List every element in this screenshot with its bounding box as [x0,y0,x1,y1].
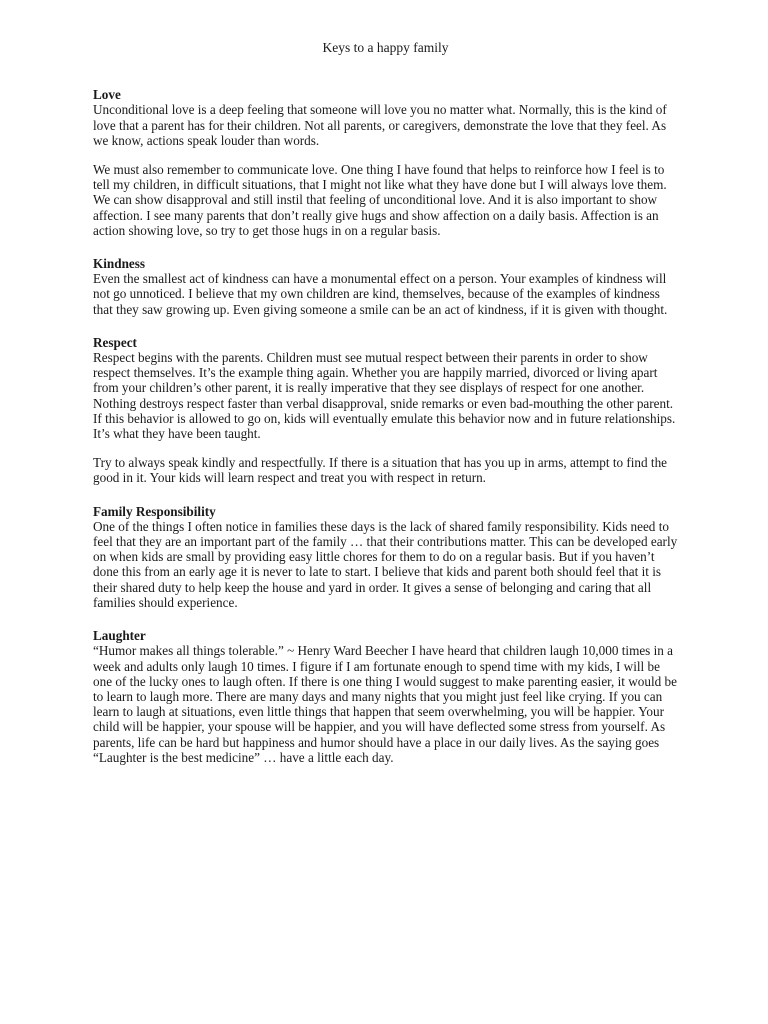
section-laughter [93,628,678,765]
paragraph: One of the things I often notice in families these days is the lack of shared family responsibility. Kids need to feel that they are an important part of the family … that their contributions matter. This can be developed early on when kids are small by providing easy little chores for them to do on a regular basis. But if you haven’t done this from an early age it is never to late to start. I believe that kids and parent both should feel that it is their shared duty to help keep the house and yard in order. It gives a sense of belonging and caring that all families should experience. [93,518,678,610]
section-heading: Kindness [93,256,146,272]
paragraph: We must also remember to communicate love. One thing I have found that helps to reinforce how I feel is to tell my children, in difficult situations, that I might not like what they have done but I will always love them. We can show disapproval and still instil that feeling of unconditional love. And it is also important to show affection. I see many parents that don’t really give hugs and show affection on a daily basis. Affection is an action showing love, so try to get those hugs in on a regular basis. [93,162,667,238]
section-kindness [93,256,678,317]
section-heading: Love [93,87,121,103]
paragraph: Respect begins with the parents. Children must see mutual respect between their parents in order to show respect themselves. It’s the example thing again. Whether you are happily married, divorced or living apart from your children’s other parent, it is really imperative that they see displays of respect for one another. Nothing destroys respect faster than verbal disapproval, snide remarks or even bad-mouthing the other parent. If this behavior is allowed to go on, kids will eventually emulate this behavior now and in future relationships. It’s what they have been taught. [93,350,676,442]
paragraph: Try to always speak kindly and respectfully. If there is a situation that has you up in arms, attempt to find the good in it. Your kids will learn respect and treat you with respect in return. [93,455,668,486]
section-respect [93,335,678,486]
section-heading: Respect [93,334,137,350]
paragraph: Unconditional love is a deep feeling that someone will love you no matter what. Normally, this is the kind of love that a parent has for their children. Not all parents, or caregivers, demonstrate the love that they feel. As we know, actions speak louder than words. [93,102,667,148]
paragraph: Even the smallest act of kindness can have a monumental effect on a person. Your examples of kindness will not go unnoticed. I believe that my own children are kind, themselves, because of the examples of kindness that they saw growing up. Even giving someone a smile can be an act of kindness, if it is given with thought. [93,271,668,317]
section-heading: Family Responsibility [93,503,216,519]
paragraph: “Humor makes all things tolerable.” ~ Henry Ward Beecher I have heard that children laugh 10,000 times in a week and adults only laugh 10 times. I figure if I am fortunate enough to spend time with my kids, I will be one of the lucky ones to laugh often. If there is one thing I would suggest to make parenting easier, it would be to learn to laugh more. There are many days and many nights that you might just feel like crying. If you can learn to laugh at situations, even little things that happen that seem overwhelming, you will be happier. Your child will be happier, your spouse will be happier, and you will have deflected some stress from yourself. As parents, life can be hard but happiness and humor should have a place in our daily lives. As the saying goes “Laughter is the best medicine” … have a little each day. [93,643,677,765]
section-love [93,87,678,238]
document-page [93,40,678,783]
document-title: Keys to a happy family [322,40,449,55]
section-family-responsibility [93,504,678,610]
section-heading: Laughter [93,628,146,644]
